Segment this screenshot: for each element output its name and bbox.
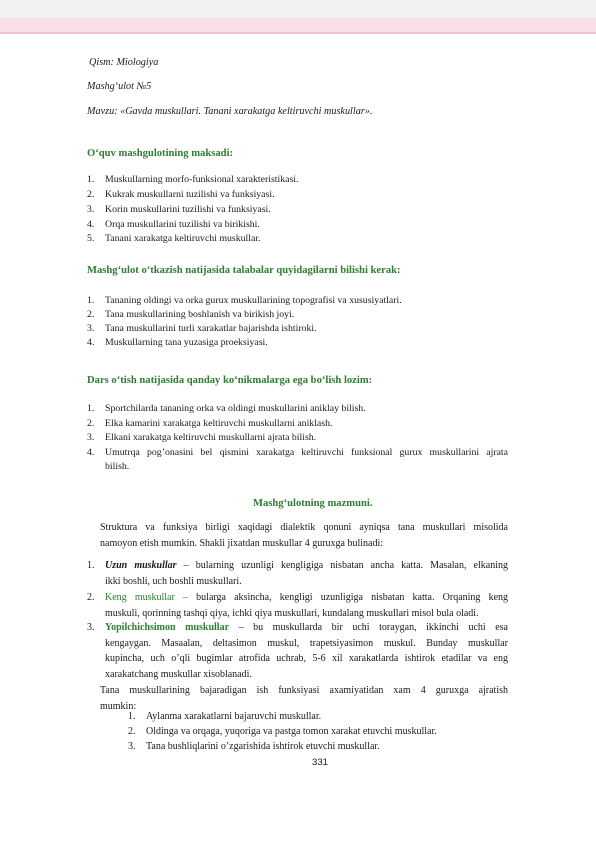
intro-line: namoyon etish mumkin. Shakli jixatdan muskullar 4 guruxga bulinadi: [100, 537, 384, 549]
type-term: Keng muskullar [105, 592, 175, 603]
type-line: xarakatchang muskullar xisoblanadi. [105, 668, 252, 680]
list-item-continuation: bilish. [105, 461, 130, 472]
list-item: 4. Umutrqa pog’onasini bel qismini xarakatga keltiruvchi funksional gurux muskullarini ajrata [87, 447, 508, 458]
type-item [105, 558, 508, 589]
type-line: Keng muskullar – bularga aksincha, kengligi uzunligiga nisbatan katta. Orqaning keng [105, 592, 509, 603]
type-line: kupincha, uch o’qli bugimlar atrofida uchrab, 5-6 xil xarakatlarda ishtirok etadilar va eng [105, 653, 508, 664]
type-term: Uzun muskullar [105, 560, 177, 571]
goal-heading: O‘quv mashgulotining maksadi: [87, 148, 234, 159]
type-line: Yopilchichsimon muskullar – bu muskullarda bir uchi toraygan, ikkinchi uchi esa [105, 622, 508, 633]
intro-line: Struktura va funksiya birligi xaqidagi dialektik qonuni ayniqsa tana muskullari misolida [100, 522, 508, 533]
function-paragraph [100, 683, 508, 714]
function-line: Tana muskullarining bajaradigan ish funksiyasi axamiyatidan xam 4 guruxga ajratish [100, 685, 508, 696]
header-band-pink [0, 18, 596, 32]
part-label: Qism: Miologiya [89, 57, 159, 68]
type-item [105, 620, 508, 682]
type-number: 1. [87, 560, 95, 571]
type-line: Uzun muskullar – bularning uzunligi kengligiga nisbatan ancha katta. Masalan, elkaning [105, 560, 508, 571]
skills-heading: Dars o‘tish natijasida qanday ko‘nikmalarga ega bo‘lish lozim: [87, 375, 373, 386]
type-line: kengaygan. Masaalan, deltasimon muskul, trapetsiyasimon muskul. Bunday muskullar [105, 637, 508, 649]
header-band-line [0, 32, 596, 34]
type-item [105, 590, 508, 621]
topic-line: Mavzu: «Gavda muskullari. Tanani xarakatga keltiruvchi muskullar». [87, 106, 373, 117]
type-term: Yopilchichsimon muskullar [105, 622, 230, 633]
type-number: 3. [87, 622, 95, 633]
header-band-gray [0, 0, 596, 18]
type-line: ikki boshli, uch boshli muskullari. [105, 575, 242, 587]
type-line: muskuli, qorinning tashqi qiya, ichki qiya muskullari, kundalang muskullari misol bula oladi. [105, 607, 479, 619]
type-number: 2. [87, 592, 95, 603]
content-heading: Mashg‘ulotning mazmuni. [253, 498, 373, 509]
lesson-number: Mashg‘ulot №5 [87, 81, 152, 92]
intro-paragraph [100, 520, 508, 551]
function-line: mumkin: [100, 700, 137, 712]
know-heading: Mashg‘ulot o‘tkazish natijasida talabalar quyidagilarni bilishi kerak: [87, 265, 401, 276]
page-number: 331 [312, 757, 329, 768]
